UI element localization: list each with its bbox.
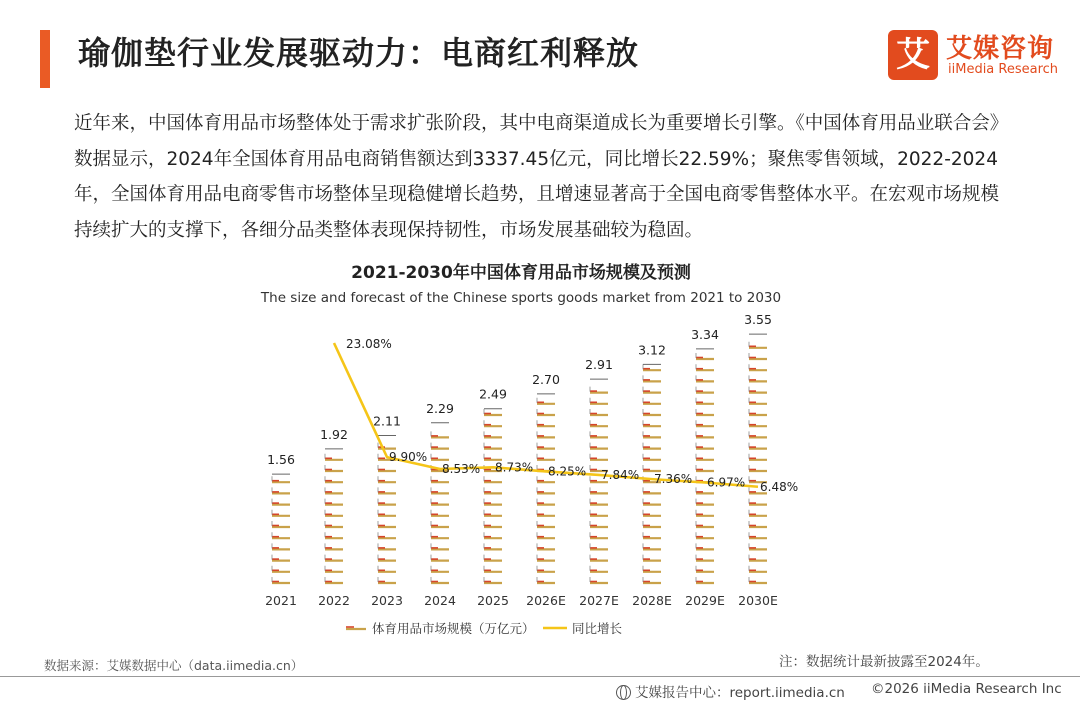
x-tick-label: 2030E (738, 593, 778, 608)
x-tick-label: 2028E (632, 593, 672, 608)
bar-value-label: 3.34 (691, 326, 719, 342)
bar-value-label: 1.56 (267, 452, 295, 468)
bar-value-label: 1.92 (320, 426, 348, 442)
bar-2026E (537, 394, 555, 583)
growth-value-label: 8.53% (442, 462, 481, 477)
bar-2030E (749, 334, 767, 583)
legend-bar-label: 体育用品市场规模（万亿元） (372, 621, 535, 636)
logo-mark-icon: 艾 (888, 30, 938, 80)
bar-value-label: 2.91 (585, 357, 613, 373)
growth-value-label: 7.36% (654, 472, 693, 487)
growth-value-label: 6.48% (760, 479, 799, 494)
logo-chinese-name: 艾媒咨询 (946, 34, 1055, 64)
footer-divider (0, 676, 1080, 677)
data-source: 数据来源：艾媒数据中心（data.iimedia.cn） (44, 658, 304, 673)
intro-paragraph: 近年来，中国体育用品市场整体处于需求扩张阶段，其中电商渠道成长为重要增长引擎。《中国体育用品业联合会》数据显示，2024年全国体育用品电商销售额达到3337.45亿元，同比增长22.59%；聚焦零售领域，2022-2024年，全国体育用品电商零售市场整体呈现稳健增长趋势，且增速显著高于全国电商零售整体水平。在宏观市场规模持续扩大的支撑下，各细分品类整体表现保持韧性，市场发展基础较为稳固。 (74, 113, 1009, 241)
x-tick-label: 2026E (526, 593, 566, 608)
page-title: 瑜伽垫行业发展驱动力：电商红利释放 (78, 34, 640, 72)
x-tick-label: 2024 (424, 593, 456, 608)
bar-2024 (431, 423, 449, 583)
legend-line-label: 同比增长 (572, 621, 623, 636)
x-tick-label: 2022 (318, 593, 350, 608)
report-center-text: 艾媒报告中心：report.iimedia.cn (635, 685, 845, 701)
x-tick-label: 2025 (477, 593, 509, 608)
bar-2021 (272, 474, 290, 583)
growth-value-label: 9.90% (389, 450, 428, 465)
globe-icon (616, 685, 631, 700)
bar-value-label: 3.12 (638, 342, 666, 358)
chart-legend (346, 621, 622, 636)
data-note: 注：数据统计最新披露至2024年。 (779, 654, 989, 670)
x-tick-label: 2023 (371, 593, 403, 608)
growth-value-label: 7.84% (601, 467, 640, 482)
chart-subtitle: The size and forecast of the Chinese sports goods market from 2021 to 2030 (260, 290, 782, 306)
growth-value-label: 23.08% (346, 337, 392, 351)
bar-value-label: 2.29 (426, 400, 454, 416)
growth-value-label: 8.25% (548, 464, 587, 479)
growth-value-label: 6.97% (707, 475, 746, 490)
bar-value-label: 3.55 (744, 312, 772, 328)
copyright: ©2026 iiMedia Research Inc (871, 681, 1062, 697)
x-tick-label: 2029E (685, 593, 725, 608)
x-tick-label: 2027E (579, 593, 619, 608)
bar-2025 (484, 409, 502, 583)
bar-value-label: 2.11 (373, 413, 401, 429)
bar-2029E (696, 349, 714, 583)
logo-english-name: iiMedia Research (948, 62, 1059, 77)
growth-value-label: 8.73% (495, 460, 534, 475)
bar-2022 (325, 449, 343, 583)
chart-title: 2021-2030年中国体育用品市场规模及预测 (351, 263, 691, 283)
bar-value-label: 2.49 (479, 386, 507, 402)
report-center[interactable] (616, 681, 845, 701)
bar-value-label: 2.70 (532, 371, 560, 387)
x-tick-label: 2021 (265, 593, 297, 608)
